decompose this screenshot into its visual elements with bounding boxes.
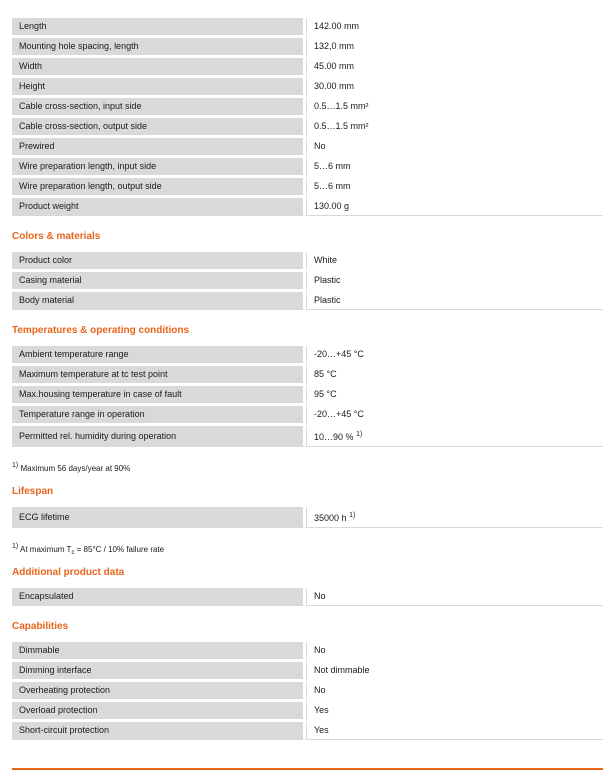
row-label: Temperature range in operation [12,406,306,426]
row-value: 45.00 mm [306,58,603,78]
footnote-post: = 85°C / 10% failure rate [74,545,165,554]
row-label: Prewired [12,138,306,158]
row-value: -20…+45 °C [306,406,603,426]
footnote-text: Maximum 56 days/year at 90% [20,464,131,473]
table-row [12,426,603,447]
table-row [12,38,603,58]
row-value: No [306,588,603,606]
section-title-colors-materials: Colors & materials [12,231,101,242]
row-label: Length [12,18,306,38]
row-label: Encapsulated [12,588,306,606]
datasheet-page [12,18,603,740]
row-value: 0.5…1.5 mm² [306,118,603,138]
row-label: Cable cross-section, input side [12,98,306,118]
table-row [12,252,603,272]
row-value [306,426,603,447]
table-row [12,158,603,178]
table-row [12,406,603,426]
row-value: Plastic [306,292,603,310]
section-title-additional: Additional product data [12,567,125,578]
table-row [12,662,603,682]
footnote-ref: 1) [356,431,363,438]
footnote-ref: 1) [349,512,356,519]
row-label: Overload protection [12,702,306,722]
table-row [12,138,603,158]
row-value: 142.00 mm [306,18,603,38]
row-label: Wire preparation length, output side [12,178,306,198]
table-row [12,78,603,98]
row-label: Dimming interface [12,662,306,682]
row-label: ECG lifetime [12,507,306,528]
row-label: Wire preparation length, input side [12,158,306,178]
row-label: Width [12,58,306,78]
value-text: 10…90 % [314,432,354,442]
value-text: 35000 h [314,513,347,523]
row-value: No [306,642,603,662]
table-row [12,292,603,310]
row-label: Cable cross-section, output side [12,118,306,138]
footnote-mark: 1) [12,543,19,550]
footnote-lifetime [12,542,603,556]
bottom-divider [12,768,603,770]
temperatures-table [12,346,603,447]
row-value: No [306,138,603,158]
table-row [12,722,603,740]
table-row [12,272,603,292]
table-row [12,507,603,528]
dimensions-table [12,18,603,216]
row-label: Max.housing temperature in case of fault [12,386,306,406]
row-label: Overheating protection [12,682,306,702]
table-row [12,642,603,662]
table-row [12,346,603,366]
table-row [12,682,603,702]
table-row [12,386,603,406]
row-value: White [306,252,603,272]
row-value: 132,0 mm [306,38,603,58]
footnote-subscript: c [71,550,75,556]
row-label: Product weight [12,198,306,216]
additional-table [12,588,603,606]
row-value: Plastic [306,272,603,292]
footnote-mark: 1) [12,462,19,469]
table-row [12,98,603,118]
row-value [306,507,603,528]
row-label: Short-circuit protection [12,722,306,740]
row-value: 0.5…1.5 mm² [306,98,603,118]
footnote-pre: At maximum T [20,545,72,554]
row-value: Yes [306,702,603,722]
row-label: Body material [12,292,306,310]
table-row [12,702,603,722]
row-value: Not dimmable [306,662,603,682]
row-value: 130.00 g [306,198,603,216]
row-label: Maximum temperature at tc test point [12,366,306,386]
row-label: Casing material [12,272,306,292]
row-label: Ambient temperature range [12,346,306,366]
section-title-temperatures: Temperatures & operating conditions [12,325,190,336]
table-row [12,58,603,78]
table-row [12,198,603,216]
table-row [12,366,603,386]
lifespan-table [12,507,603,528]
row-value: 5…6 mm [306,178,603,198]
table-row [12,588,603,606]
table-row [12,118,603,138]
row-value: 5…6 mm [306,158,603,178]
row-label: Height [12,78,306,98]
colors-materials-table [12,252,603,310]
row-label: Dimmable [12,642,306,662]
capabilities-table [12,642,603,740]
row-value: 85 °C [306,366,603,386]
section-title-lifespan: Lifespan [12,486,54,497]
row-value: 30.00 mm [306,78,603,98]
row-label: Permitted rel. humidity during operation [12,426,306,447]
row-value: -20…+45 °C [306,346,603,366]
footnote-humidity [12,461,603,471]
row-value: Yes [306,722,603,740]
row-label: Mounting hole spacing, length [12,38,306,58]
row-value: 95 °C [306,386,603,406]
table-row [12,178,603,198]
row-label: Product color [12,252,306,272]
table-row [12,18,603,38]
row-value: No [306,682,603,702]
section-title-capabilities: Capabilities [12,621,69,632]
